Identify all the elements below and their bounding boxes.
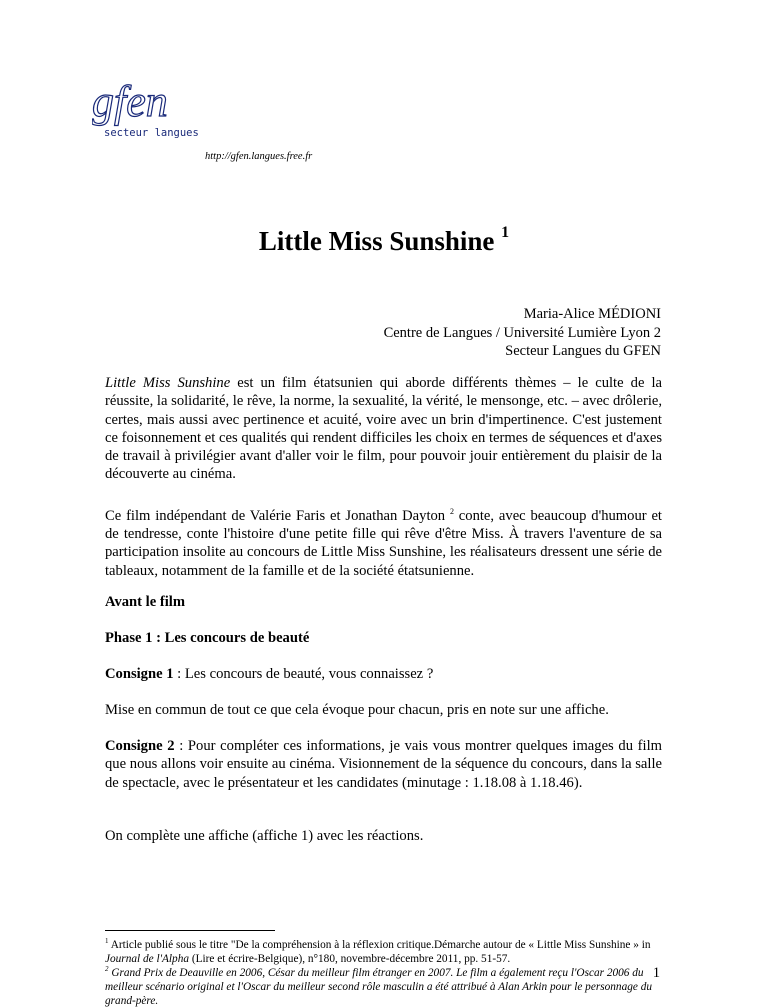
footnote-separator <box>105 930 275 931</box>
mise-en-commun: Mise en commun de tout ce que cela évoque pour chacun, pris en note sur une affiche. <box>105 702 609 718</box>
phase-heading: Phase 1 : Les concours de beauté <box>105 630 310 646</box>
site-url: http://gfen.langues.free.fr <box>205 151 313 162</box>
section-heading: Avant le film <box>105 594 185 610</box>
footnote-1-journal: Journal de l'Alpha <box>105 952 189 965</box>
author-group: Secteur Langues du GFEN <box>505 343 661 359</box>
gfen-logo <box>92 78 212 148</box>
footnote-1-number: 1 <box>105 937 109 945</box>
intro-text: est un film étatsunien qui aborde différents thèmes – le culte de la réussite, la solidarité, le rêve, la norme, la sexualité, la vérité, le mensonge, etc. – avec drôlerie, certes, mais aussi avec pertinence et acuité, voire avec un brin d'impertinence. C'est justement ce foisonnement et ces qualités qui rendent difficiles les choix en termes de séquences et d'axes de travail à privilégier avant d'aller voir le film, pour pouvoir jouir entièrement du plaisir de la découverte au cinéma. <box>105 375 663 483</box>
consigne-1-label: Consigne 1 <box>105 666 174 682</box>
author-block <box>384 305 661 361</box>
consigne-2 <box>105 737 662 792</box>
author-affiliation: Centre de Langues / Université Lumière Lyon 2 <box>383 324 661 341</box>
intro-paragraph <box>105 374 662 484</box>
author-name: Maria-Alice MÉDIONI <box>523 306 661 322</box>
synopsis-paragraph <box>105 503 662 580</box>
synopsis-after: conte, avec beaucoup d'humour et de tendresse, conte l'histoire d'une petite fille qui rêve d'être Miss. À travers l'aventure de sa participation insolite au concours de Little Miss Sunshine, les réalisateurs dressent une série de tableaux, notamment de la famille et de la société étatsunienne. <box>105 507 662 579</box>
consigne-1 <box>105 665 662 683</box>
film-title-italic: Little Miss Sunshine <box>105 375 231 391</box>
consigne-1-text: : Les concours de beauté, vous connaissez ? <box>173 666 434 682</box>
footnote-1-before: Article publié sous le titre "De la compréhension à la réflexion critique.Démarche autour de « Little Miss Sunshine » in <box>108 938 651 951</box>
footnote-2 <box>105 962 665 1008</box>
footnote-2-number: 2 <box>105 965 109 973</box>
affiche-paragraph: On complète une affiche (affiche 1) avec les réactions. <box>105 828 424 844</box>
consigne-2-label: Consigne 2 <box>105 738 175 754</box>
consigne-2-text: : Pour compléter ces informations, je vais vous montrer quelques images du film que nous allons voir ensuite au cinéma. Visionnement de la séquence du concours, dans la salle de spectacle, avec le présentateur et les candidates (minutage : 1.18.08 à 1.18.46). <box>105 738 662 791</box>
synopsis-before: Ce film indépendant de Valérie Faris et Jonathan Dayton <box>105 507 450 524</box>
footnote-1-after: (Lire et écrire-Belgique), n°180, novembre-décembre 2011, pp. 51-57. <box>189 952 511 965</box>
title-footnote-ref: 1 <box>501 224 510 241</box>
document-title <box>0 226 768 257</box>
title-text: Little Miss Sunshine <box>258 226 495 256</box>
gfen-logo-mark <box>92 78 212 148</box>
page-number: 1 <box>652 965 660 981</box>
synopsis-footnote-ref: 2 <box>449 507 454 516</box>
logo-letters: gfen <box>92 78 168 126</box>
footnote-2-text: Grand Prix de Deauville en 2006, César du meilleur film étranger en 2007. Le film a également reçu l'Oscar 2006 du meilleur scénario original et l'Oscar du meilleur second rôle masculin a été attribué à Alan Arkin pour le personnage du grand-père. <box>105 966 653 1008</box>
logo-subtitle: secteur langues <box>104 127 199 139</box>
